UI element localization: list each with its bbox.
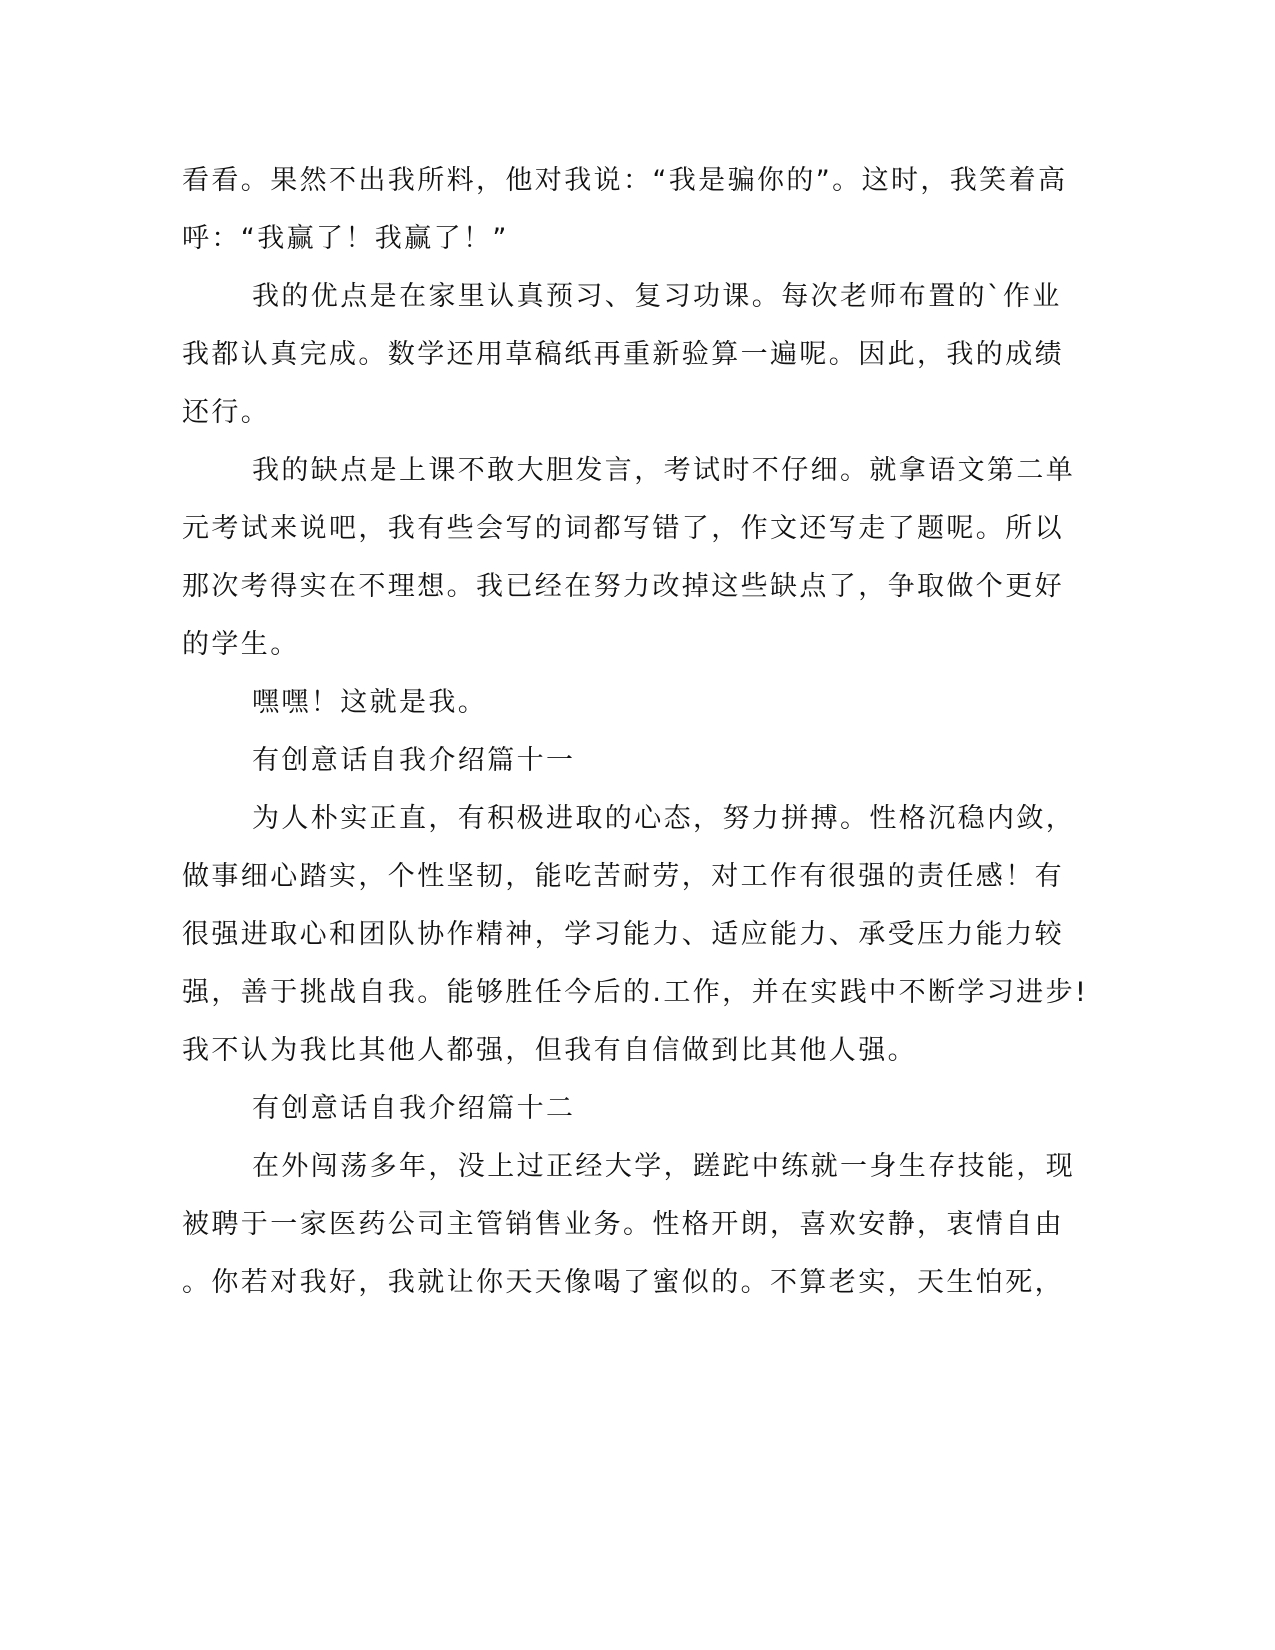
paragraph-line-2: 呼：“我赢了！我赢了！” <box>182 223 509 254</box>
paragraph-line-14: 很强进取心和团队协作精神，学习能力、适应能力、承受压力能力较 <box>182 919 1064 950</box>
paragraph-line-1: 看看。果然不出我所料，他对我说：“我是骗你的”。这时，我笑着高 <box>182 165 1068 196</box>
paragraph-line-13: 做事细心踏实，个性坚韧，能吃苦耐劳，对工作有很强的责任感！有 <box>182 861 1064 892</box>
paragraph-line-7: 元考试来说吧，我有些会写的词都写错了，作文还写走了题呢。所以 <box>182 513 1064 544</box>
paragraph-line-8: 那次考得实在不理想。我已经在努力改掉这些缺点了，争取做个更好 <box>182 571 1064 602</box>
paragraph-line-5: 还行。 <box>182 397 271 428</box>
paragraph-line-20: 。你若对我好，我就让你天天像喝了蜜似的。不算老实，天生怕死， <box>182 1267 1064 1298</box>
paragraph-line-18: 在外闯荡多年，没上过正经大学，蹉跎中练就一身生存技能，现 <box>252 1151 1076 1182</box>
paragraph-line-6: 我的缺点是上课不敢大胆发言，考试时不仔细。就拿语文第二单 <box>252 455 1076 486</box>
paragraph-line-3: 我的优点是在家里认真预习、复习功课。每次老师布置的`作业 <box>252 281 1062 312</box>
paragraph-line-19: 被聘于一家医药公司主管销售业务。性格开朗，喜欢安静，衷情自由 <box>182 1209 1064 1240</box>
paragraph-line-10: 嘿嘿！这就是我。 <box>252 687 488 718</box>
paragraph-line-15: 强，善于挑战自我。能够胜任今后的.工作，并在实践中不断学习进步! <box>182 977 1089 1008</box>
paragraph-line-12: 为人朴实正直，有积极进取的心态，努力拼搏。性格沉稳内敛， <box>252 803 1076 834</box>
paragraph-line-4: 我都认真完成。数学还用草稿纸再重新验算一遍呢。因此，我的成绩 <box>182 339 1064 370</box>
paragraph-line-16: 我不认为我比其他人都强，但我有自信做到比其他人强。 <box>182 1035 917 1066</box>
paragraph-line-9: 的学生。 <box>182 629 300 660</box>
section-heading-twelve: 有创意话自我介绍篇十二 <box>252 1093 576 1124</box>
section-heading-eleven: 有创意话自我介绍篇十一 <box>252 745 576 776</box>
